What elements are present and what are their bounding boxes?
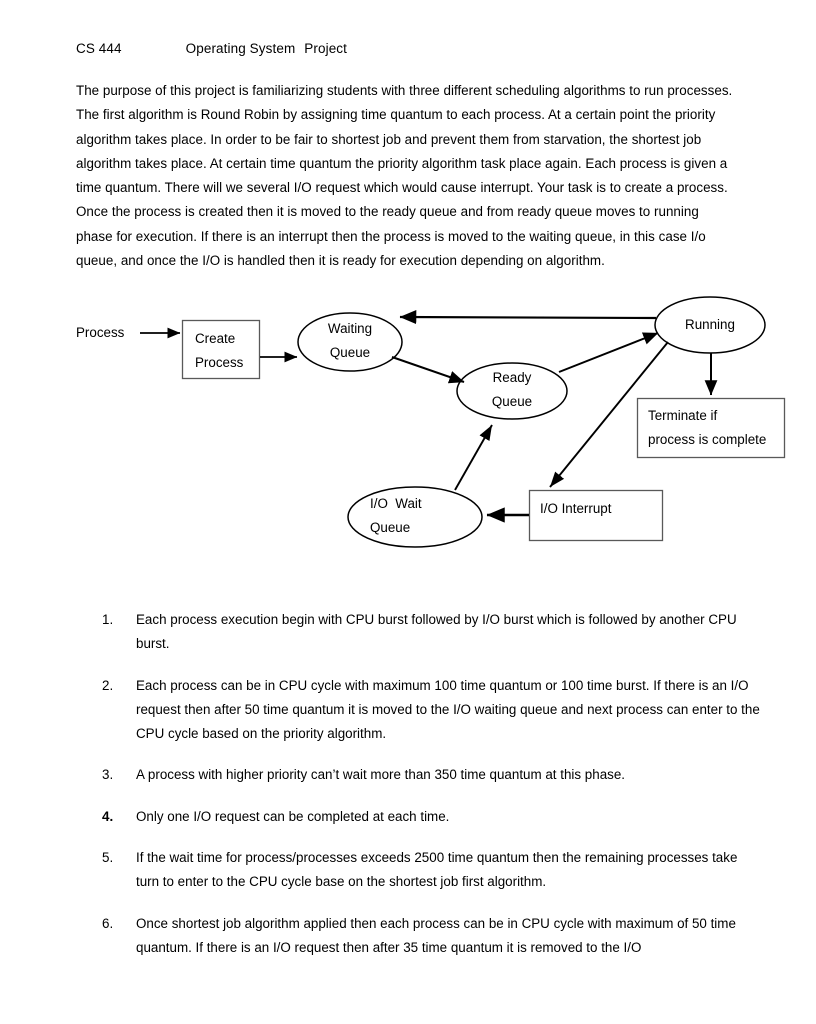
list-item (100, 674, 760, 747)
node-terminate-label (648, 404, 784, 452)
list-item-text: A process with higher priority can’t wait more than 350 time quantum at this phase. (136, 767, 626, 783)
list-item-text: Only one I/O request can be completed at each time. (136, 808, 450, 824)
io-wait-line1: I/O Wait (370, 496, 422, 511)
course-subject: Operating System (185, 41, 296, 56)
create-process-line1: Create (195, 331, 236, 346)
list-item (100, 763, 760, 787)
waiting-queue-line2: Queue (329, 345, 371, 360)
list-item (100, 805, 760, 829)
list-item-number: 1. (102, 612, 114, 627)
assignment-type: Project (304, 41, 348, 56)
edge-io-wait-to-ready (455, 425, 492, 490)
list-item-text: If the wait time for process/processes exceeds 2500 time quantum then the remaining processes take turn to enter to the CPU cycle base on the shortest job first algorithm. (136, 850, 738, 890)
node-running-label: Running (685, 317, 735, 332)
node-ready-queue-label (458, 366, 566, 414)
terminate-line1: Terminate if (648, 408, 718, 423)
node-create-process-label (195, 327, 265, 375)
ready-queue-line1: Ready (492, 370, 532, 385)
list-item-text: Once shortest job algorithm applied then each process can be in CPU cycle with maximum of 50 time quantum. If there is an I/O request then after 35 time quantum it is removed to the I/O (136, 915, 736, 955)
node-io-wait-queue-label (370, 492, 480, 540)
list-item-number: 5. (102, 850, 114, 866)
edge-waiting-to-ready (392, 357, 464, 382)
list-item-number: 3. (102, 767, 114, 783)
edge-ready-to-running (559, 333, 658, 372)
list-item (100, 608, 760, 657)
list-item-number: 6. (102, 915, 114, 931)
list-item-text: Each process execution begin with CPU burst followed by I/O burst which is followed by another CPU burst. (136, 612, 737, 652)
io-wait-line2: Queue (370, 520, 411, 535)
process-state-diagram (0, 285, 816, 575)
diagram-entry-label: Process (76, 325, 125, 340)
edge-running-to-waiting (400, 317, 656, 318)
list-item-number: 4. (102, 808, 114, 824)
create-process-line2: Process (195, 355, 244, 370)
list-item-text: Each process can be in CPU cycle with maximum 100 time quantum or 100 time burst. If there is an I/O request then after 50 time quantum it is moved to the I/O waiting queue and next process can enter to the CPU cycle based on the priority algorithm. (136, 677, 760, 742)
course-code: CS 444 (76, 41, 122, 56)
terminate-line2: process is complete (648, 432, 767, 447)
list-item (100, 846, 760, 895)
list-item-number: 2. (102, 677, 114, 693)
document-header (76, 41, 347, 56)
ready-queue-line2: Queue (491, 394, 533, 409)
list-item (100, 912, 760, 961)
requirements-list (100, 608, 760, 977)
node-io-interrupt-label: I/O Interrupt (540, 501, 612, 516)
intro-paragraph: The purpose of this project is familiarizing students with three different scheduling algorithms to run processes. The first algorithm is Round Robin by assigning time quantum to each process. At a certain point the priority algorithm takes place. In order to be fair to shortest job and prevent them from starvation, the shortest job algorithm takes place. At certain time quantum the priority algorithm task place again. Each process is given a time quantum. There will we several I/O request which would cause interrupt. Your task is to create a process. Once the process is created then it is moved to the ready queue and from ready queue moves to running phase for execution. If there is an interrupt then the process is moved to the waiting queue, in this case I/o queue, and once the I/O is handled then it is ready for execution depending on algorithm. (76, 83, 733, 269)
node-waiting-queue-label (298, 317, 402, 365)
waiting-queue-line1: Waiting (327, 321, 373, 336)
